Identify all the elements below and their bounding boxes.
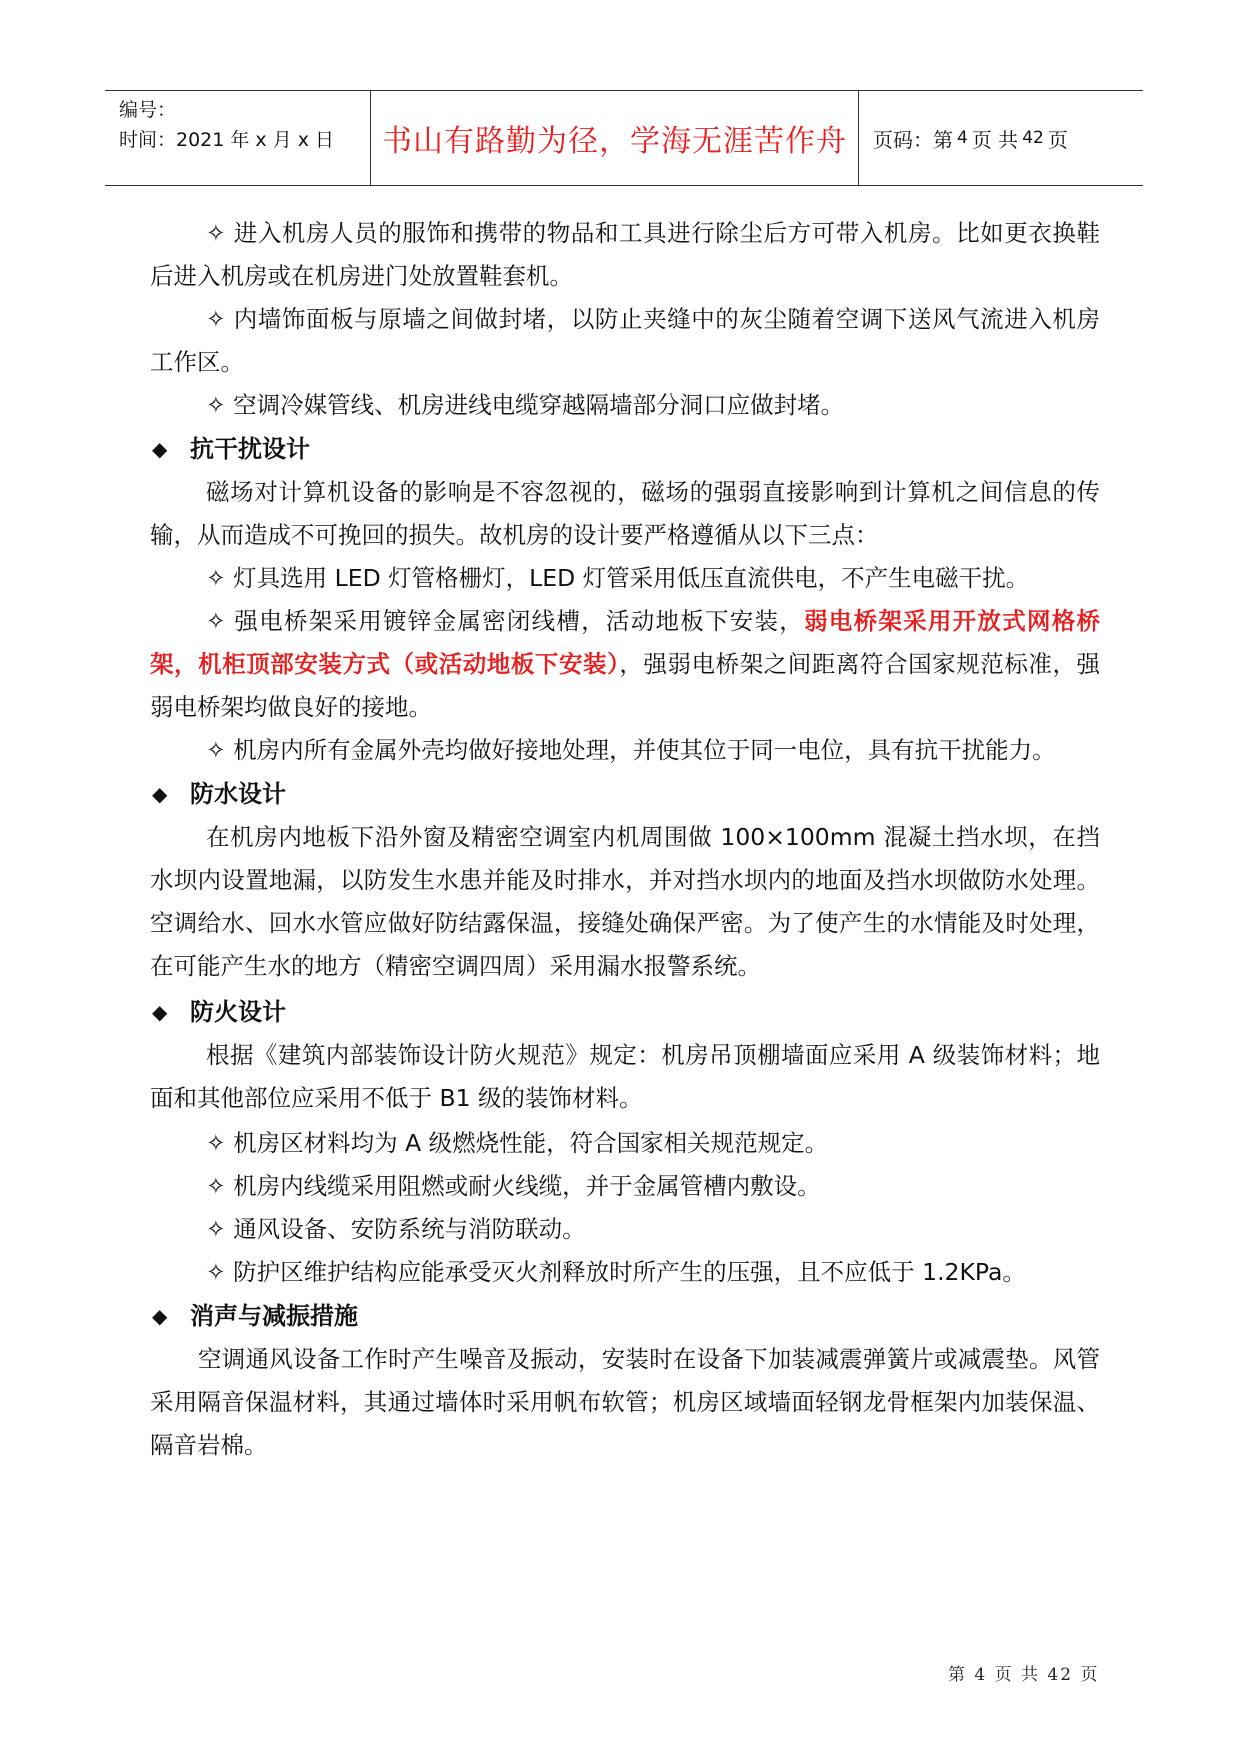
document-body: [150, 212, 1100, 1467]
section-heading-text: 防火设计: [190, 998, 286, 1026]
number-label: 编号：: [119, 99, 177, 121]
paragraph: 空调通风设备工作时产生噪音及振动，安装时在设备下加装减震弹簧片或减震垫。风管采用隔音保温材料，其通过墙体时采用帆布软管；机房区域墙面轻钢龙骨框架内加装保温、隔音岩棉。: [150, 1345, 1100, 1459]
page-prefix: 页码：第: [873, 127, 953, 152]
paragraph: [150, 600, 1100, 729]
paragraph: 根据《建筑内部装饰设计防火规范》规定：机房吊顶棚墙面应采用 A 级装饰材料；地面和其他部位应采用不低于 B1 级的装饰材料。: [150, 1041, 1100, 1112]
paragraph: ✧ 机房内所有金属外壳均做好接地处理，并使其位于同一电位，具有抗干扰能力。: [206, 736, 1056, 764]
paragraph: ✧ 防护区维护结构应能承受灭火剂释放时所产生的压强，且不应低于 1.2KPa。: [206, 1258, 1026, 1286]
header-meta: [105, 91, 371, 185]
section-heading: [150, 1294, 1100, 1338]
section-heading-text: 消声与减振措施: [190, 1302, 358, 1330]
section-heading-text: 抗干扰设计: [190, 435, 310, 463]
paragraph: ✧ 内墙饰面板与原墙之间做封堵，以防止夹缝中的灰尘随着空调下送风气流进入机房工作区。: [150, 305, 1100, 376]
paragraph: ✧ 灯具选用 LED 灯管格栅灯，LED 灯管采用低压直流供电，不产生电磁干扰。: [206, 564, 1030, 592]
highlighted-text: 弱电桥架采用开放式网格桥架，机柜顶部安装方式（或活动地板下安装）: [150, 607, 1100, 678]
paragraph: 磁场对计算机设备的影响是不容忽视的，磁场的强弱直接影响到计算机之间信息的传输，从而造成不可挽回的损失。故机房的设计要严格遵循从以下三点：: [150, 478, 1100, 549]
diamond-bullet-icon: ◆: [152, 782, 168, 806]
paragraph: ✧ 进入机房人员的服饰和携带的物品和工具进行除尘后方可带入机房。比如更衣换鞋后进入机房或在机房进门处放置鞋套机。: [150, 219, 1100, 290]
diamond-bullet-icon: ◆: [152, 437, 168, 461]
paragraph: ✧ 机房内线缆采用阻燃或耐火线缆，并于金属管槽内敷设。: [206, 1172, 821, 1200]
section-heading-text: 防水设计: [190, 780, 286, 808]
paragraph-text: ✧ 强电桥架采用镀锌金属密闭线槽，活动地板下安装，: [206, 607, 805, 635]
page-total: 42: [1022, 128, 1044, 148]
page-header: [105, 90, 1143, 186]
page-footer: 第 4 页 共 42 页: [948, 1665, 1100, 1685]
paragraph: ✧ 通风设备、安防系统与消防联动。: [206, 1215, 586, 1243]
section-heading: [150, 772, 1100, 816]
section-heading: [150, 990, 1100, 1034]
page-suffix: 页: [1047, 127, 1068, 152]
diamond-bullet-icon: ◆: [152, 1304, 168, 1328]
paragraph: ✧ 机房区材料均为 A 级燃烧性能，符合国家相关规范规定。: [206, 1129, 829, 1157]
paragraph-text: ，强弱电桥架之间距离符合国家规范标准，强弱电桥架均做良好的接地。: [150, 650, 1101, 721]
section-heading: [150, 427, 1100, 471]
paragraph: 在机房内地板下沿外窗及精密空调室内机周围做 100×100mm 混凝土挡水坝，在挡水坝内设置地漏，以防发生水患并能及时排水，并对挡水坝内的地面及挡水坝做防水处理。空调给水、回水水管应做好防结露保温，接缝处确保严密。为了使产生的水情能及时处理，在可能产生水的地方（精密空调四周）采用漏水报警系统。: [150, 823, 1100, 980]
diamond-bullet-icon: ◆: [152, 1000, 168, 1024]
paragraph: ✧ 空调冷媒管线、机房进线电缆穿越隔墙部分洞口应做封堵。: [206, 391, 845, 419]
page-mid: 页 共: [971, 127, 1019, 152]
page-num: 4: [957, 128, 968, 148]
time-label: 时间：2021 年 x 月 x 日: [119, 129, 335, 151]
header-page-number: [859, 91, 1143, 185]
header-motto: 书山有路勤为径，学海无涯苦作舟: [371, 91, 859, 185]
